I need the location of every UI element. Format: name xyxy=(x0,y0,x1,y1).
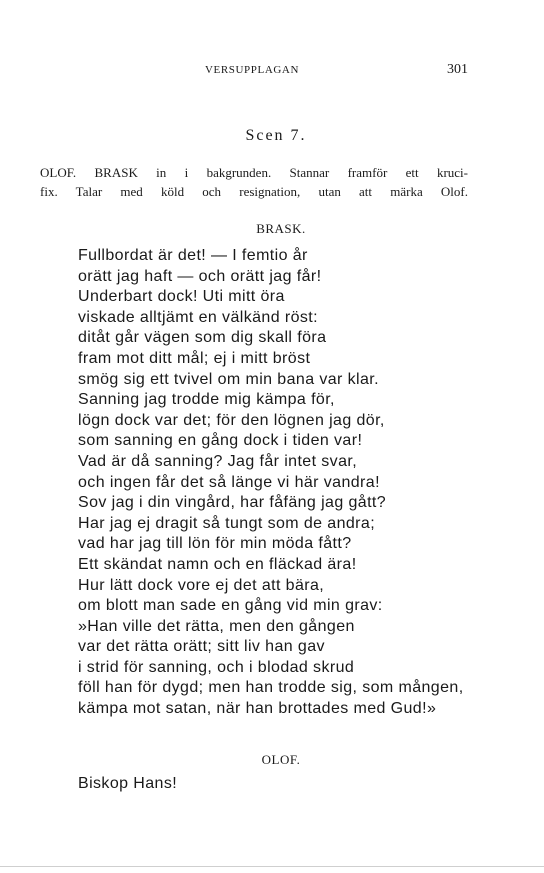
verse-line: Vad är då sanning? Jag får intet svar, xyxy=(78,452,358,470)
stage-direction-line: OLOF. BRASK in i bakgrunden. Stannar framför ett kruci- xyxy=(40,165,468,180)
verse-line: smög sig ett tvivel om min bana var klar. xyxy=(78,370,379,388)
verse-line: som sanning en gång dock i tiden var! xyxy=(78,432,363,450)
verse-line: Har jag ej dragit så tungt som de andra; xyxy=(78,514,376,532)
verse-line: »Han ville det rätta, men den gången xyxy=(78,617,355,635)
running-head: VERSUPPLAGAN xyxy=(205,64,299,76)
page-edge-line xyxy=(0,866,544,867)
verse-line: Sov jag i din vingård, har fåfäng jag gått? xyxy=(78,494,387,512)
verse-line: var det rätta orätt; sitt liv han gav xyxy=(78,638,325,656)
verse-block xyxy=(78,246,470,720)
verse-line: föll han för dygd; men han trodde sig, som mången, xyxy=(78,679,464,697)
verse-line: om blott man sade en gång vid min grav: xyxy=(78,597,383,615)
verse-line: och ingen får det så länge vi här vandra! xyxy=(78,473,380,491)
verse-line: Ett skändat namn och en fläckad ära! xyxy=(78,555,357,573)
stage-direction xyxy=(40,163,468,201)
speaker-name: BRASK. xyxy=(256,221,306,236)
scene-heading: Scen 7. xyxy=(245,127,307,144)
verse-line: vad har jag till lön för min möda fått? xyxy=(78,535,352,553)
verse-line: i strid för sanning, och i blodad skrud xyxy=(78,658,355,676)
verse-line: viskade alltjämt en välkänd röst: xyxy=(78,308,318,326)
verse-line: Underbart dock! Uti mitt öra xyxy=(78,288,285,306)
speech-line: Biskop Hans! xyxy=(78,775,178,792)
verse-line: Sanning jag trodde mig kämpa för, xyxy=(78,391,335,409)
verse-line: lögn dock var det; för den lögnen jag dör, xyxy=(78,411,385,429)
verse-line: Hur lätt dock vore ej det att bära, xyxy=(78,576,325,594)
verse-line: kämpa mot satan, när han brottades med Gud!» xyxy=(78,700,437,718)
speaker-name: OLOF. xyxy=(261,752,301,767)
verse-line: fram mot ditt mål; ej i mitt bröst xyxy=(78,349,311,367)
stage-direction-line: fix. Talar med köld och resignation, utan att märka Olof. xyxy=(40,184,468,199)
verse-line: ditåt går vägen som dig skall föra xyxy=(78,329,327,347)
page-number: 301 xyxy=(447,62,468,77)
verse-line: Fullbordat är det! — I femtio år xyxy=(78,247,308,264)
verse-line: orätt jag haft — och orätt jag får! xyxy=(78,267,322,285)
